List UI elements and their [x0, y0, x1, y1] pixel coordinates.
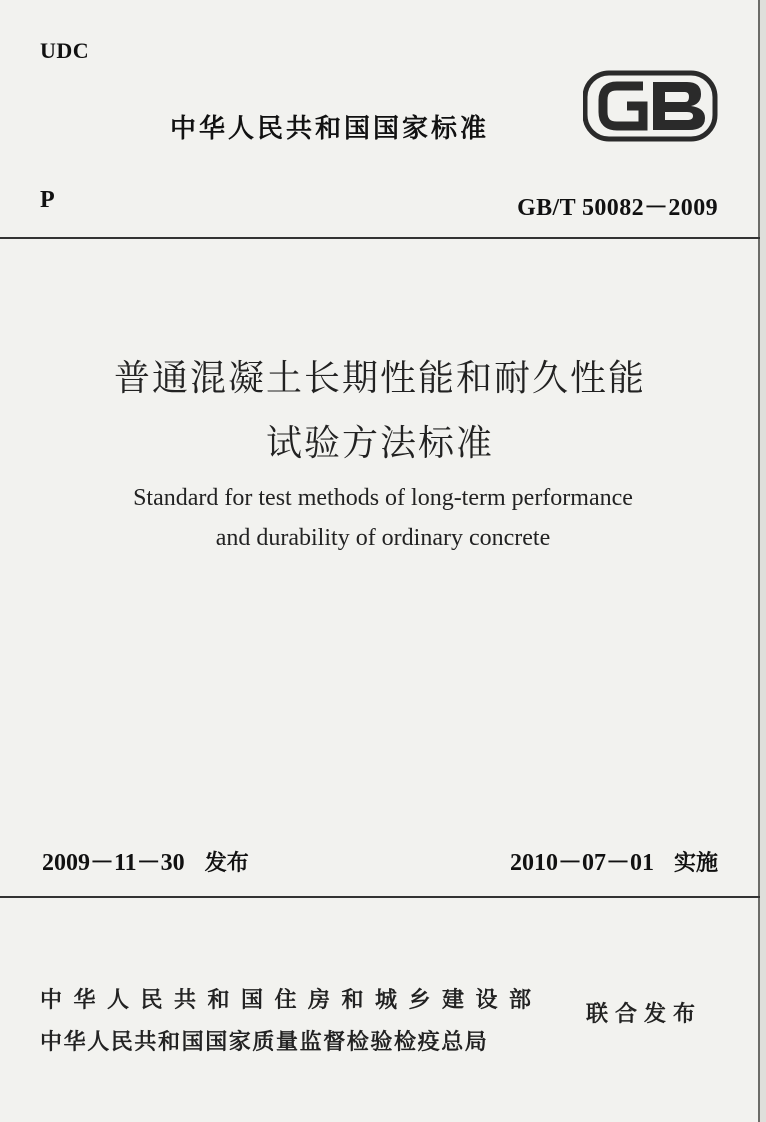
- implementation-label: 实施: [673, 851, 718, 876]
- issue-date: 2009－11－30: [42, 850, 185, 876]
- divider-top: [0, 237, 760, 239]
- category-code: P: [40, 187, 55, 213]
- english-title-line2: and durability of ordinary concrete: [215, 525, 551, 551]
- implementation-date-block: [510, 842, 718, 877]
- standard-number: GB/T 50082－2009: [517, 195, 718, 221]
- page-edge: [758, 0, 766, 1122]
- udc-label: UDC: [40, 38, 90, 63]
- chinese-title-line1: 普通混凝土长期性能和耐久性能: [113, 358, 646, 399]
- publisher-aqsiq: 中华人民共和国国家质量监督检验检疫总局: [40, 1030, 489, 1055]
- gb-logo: [583, 70, 718, 142]
- publisher-ministry: 中华人民共和国住房和城乡建设部: [40, 988, 543, 1013]
- chinese-title-line2: 试验方法标准: [265, 423, 494, 464]
- implementation-date: 2010－07－01: [509, 850, 654, 876]
- publishers: [40, 980, 543, 1064]
- english-title-line1: Standard for test methods of long-term performance: [133, 485, 633, 511]
- standard-type: 中华人民共和国国家标准: [170, 114, 490, 144]
- divider-bottom: [0, 896, 760, 898]
- issue-date-block: [42, 842, 249, 877]
- issue-label: 发布: [204, 851, 249, 876]
- joint-publish-label: 联合发布: [586, 1002, 703, 1027]
- gb-logo-graphic: [583, 70, 718, 142]
